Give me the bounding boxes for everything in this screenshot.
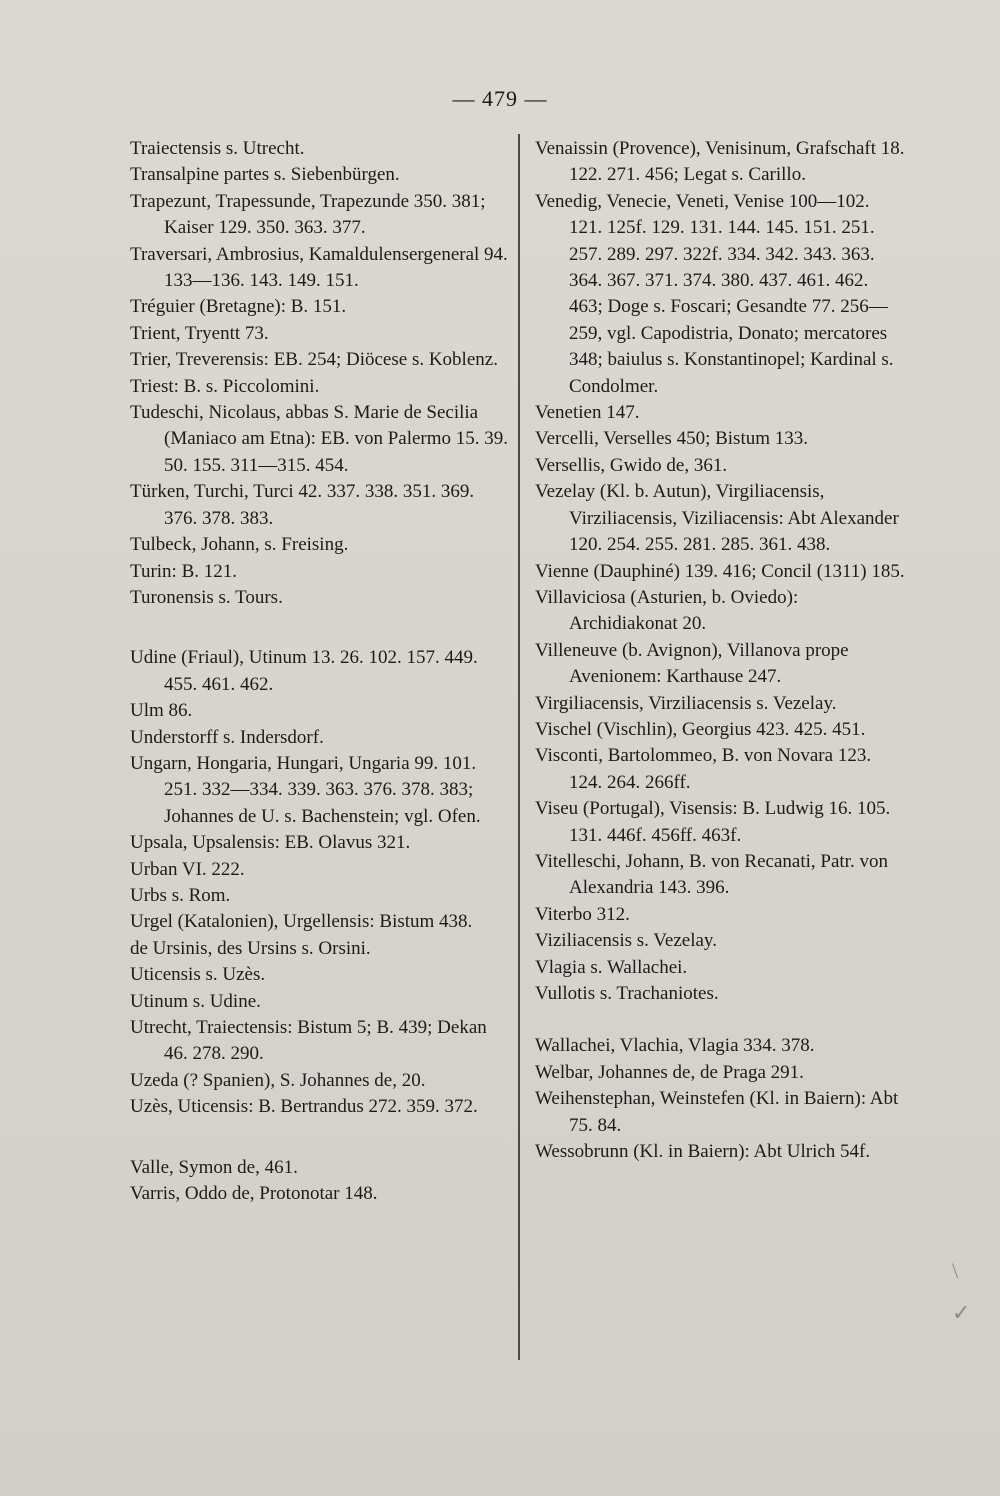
index-entry: Ulm 86.	[130, 700, 193, 722]
index-entry: Valle, Symon de, 461.	[130, 1156, 298, 1178]
index-entry: Triest: B. s. Piccolomini.	[130, 375, 320, 397]
column-divider	[518, 134, 520, 1360]
index-entry: Turin: B. 121.	[130, 560, 237, 582]
index-entry: Weihenstephan, Weinstefen (Kl. in Baiern): Abt 75. 84.	[535, 1088, 899, 1136]
index-entry: Upsala, Upsalensis: EB. Olavus 321.	[130, 832, 411, 854]
index-entry: Venaissin (Provence), Venisinum, Grafschaft 18. 122. 271. 456; Legat s. Carillo.	[535, 138, 905, 186]
index-entry: Urbs s. Rom.	[130, 884, 231, 906]
index-entry: Urban VI. 222.	[130, 858, 245, 880]
index-entry: Uzeda (? Spanien), S. Johannes de, 20.	[130, 1069, 426, 1091]
index-entry: Versellis, Gwido de, 361.	[535, 454, 728, 476]
index-entry: Vienne (Dauphiné) 139. 416; Concil (1311) 185.	[535, 560, 905, 582]
index-entry: Wessobrunn (Kl. in Baiern): Abt Ulrich 54f.	[535, 1141, 871, 1163]
index-entry: Transalpine partes s. Siebenbürgen.	[130, 164, 400, 186]
index-entry: Trient, Tryentt 73.	[130, 322, 269, 344]
index-entry: Trapezunt, Trapessunde, Trapezunde 350. 381; Kaiser 129. 350. 363. 377.	[130, 190, 486, 239]
index-entry: Uticensis s. Uzès.	[130, 964, 266, 986]
index-entry: Tudeschi, Nicolaus, abbas S. Marie de Secilia (Maniaco am Etna): EB. von Palermo 15. 39. 50. 155. 311—315. 454.	[130, 402, 509, 476]
index-entry: Tulbeck, Johann, s. Freising.	[130, 534, 349, 556]
index-entry: Varris, Oddo de, Protonotar 148.	[130, 1183, 378, 1205]
index-entry: Villaviciosa (Asturien, b. Oviedo): Archidiakonat 20.	[535, 586, 799, 635]
index-entry: Venedig, Venecie, Veneti, Venise 100—102. 121. 125f. 129. 131. 144. 145. 151. 251. 257. 289. 297. 322f. 334. 342. 343. 363. 364. 367. 371. 374. 380. 437. 461. 462. 463; Doge s. Foscari; Gesandte 77. 256—259, vgl. Capodistria, Donato; mercatores 348; baiulus s. Konstantinopel; Kardinal s. Condolmer.	[535, 190, 894, 397]
index-entry: Vischel (Vischlin), Georgius 423. 425. 451.	[535, 718, 866, 740]
index-entry: de Ursinis, des Ursins s. Orsini.	[130, 937, 371, 959]
index-entry: Utrecht, Traiectensis: Bistum 5; B. 439; Dekan 46. 278. 290.	[130, 1017, 487, 1065]
index-entry: Vlagia s. Wallachei.	[535, 956, 688, 978]
index-entry: Venetien 147.	[535, 402, 640, 424]
index-entry: Viziliacensis s. Vezelay.	[535, 930, 717, 952]
index-entry: Virgiliacensis, Virziliacensis s. Vezelay.	[535, 692, 837, 714]
index-entry: Traiectensis s. Utrecht.	[130, 138, 305, 159]
page-number: — 479 —	[452, 86, 548, 111]
pencil-mark: \	[952, 1258, 959, 1283]
index-entry: Uzès, Uticensis: B. Bertrandus 272. 359. 372.	[130, 1096, 478, 1118]
index-entry: Utinum s. Udine.	[130, 990, 261, 1012]
index-entry: Trier, Treverensis: EB. 254; Diöcese s. Koblenz.	[130, 349, 498, 371]
index-entry: Udine (Friaul), Utinum 13. 26. 102. 157. 449. 455. 461. 462.	[130, 647, 478, 695]
pencil-mark: ✓	[952, 1300, 971, 1325]
index-entry: Vitelleschi, Johann, B. von Recanati, Patr. von Alexandria 143. 396.	[535, 850, 888, 899]
index-entry: Visconti, Bartolommeo, B. von Novara 123. 124. 264. 266ff.	[535, 745, 872, 793]
index-entry: Wallachei, Vlachia, Vlagia 334. 378.	[535, 1035, 815, 1057]
index-entry: Urgel (Katalonien), Urgellensis: Bistum 438.	[130, 911, 473, 933]
index-entry: Turonensis s. Tours.	[130, 586, 283, 608]
index-entry: Understorff s. Indersdorf.	[130, 726, 324, 748]
index-entry: Viterbo 312.	[535, 903, 630, 925]
index-entry: Türken, Turchi, Turci 42. 337. 338. 351. 369. 376. 378. 383.	[130, 481, 475, 529]
index-entry: Villeneuve (b. Avignon), Villanova prope Avenionem: Karthause 247.	[535, 639, 849, 688]
index-entry: Vullotis s. Trachaniotes.	[535, 983, 719, 1004]
index-entry: Welbar, Johannes de, de Praga 291.	[535, 1061, 804, 1083]
index-entry: Ungarn, Hongaria, Hungari, Ungaria 99. 101. 251. 332—334. 339. 363. 376. 378. 383; Johannes de U. s. Bachenstein; vgl. Ofen.	[130, 752, 481, 827]
index-entry: Traversari, Ambrosius, Kamaldulensergeneral 94. 133—136. 143. 149. 151.	[130, 243, 508, 292]
index-entry: Vercelli, Verselles 450; Bistum 133.	[535, 428, 809, 450]
index-entry: Tréguier (Bretagne): B. 151.	[130, 296, 347, 318]
index-column-left	[130, 136, 510, 1207]
index-entry: Vezelay (Kl. b. Autun), Virgiliacensis, Virziliacensis, Viziliacensis: Abt Alexander 120. 254. 255. 281. 285. 361. 438.	[535, 481, 899, 556]
index-entry: Viseu (Portugal), Visensis: B. Ludwig 16. 105. 131. 446f. 456ff. 463f.	[535, 798, 891, 846]
index-column-right	[535, 136, 905, 1165]
